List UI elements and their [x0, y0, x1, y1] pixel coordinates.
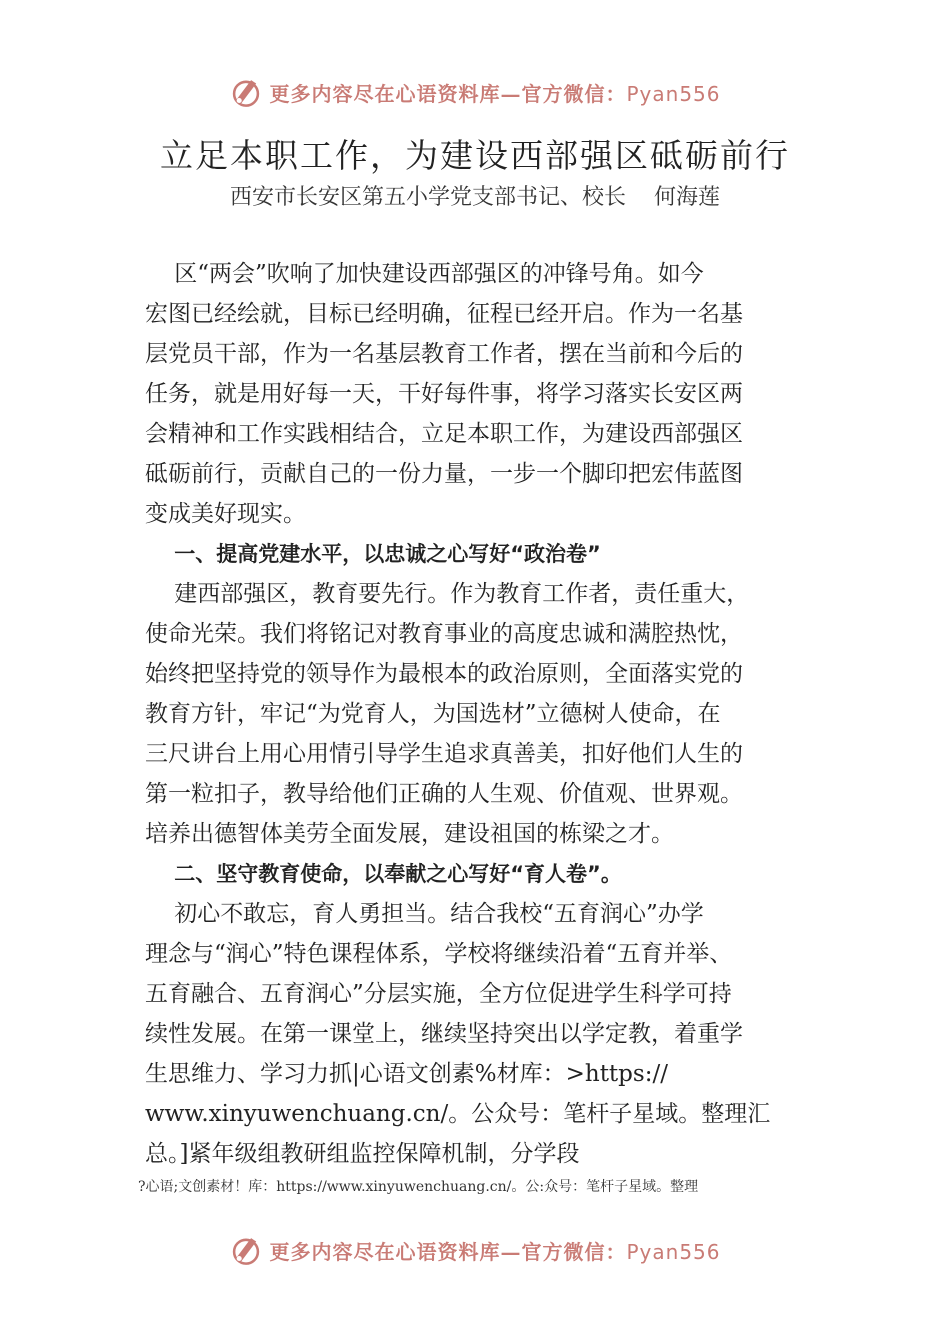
pen-nib-logo-icon — [229, 75, 263, 109]
body-line: www.xinyuwenchuang.cn/。公众号：笔杆子星域。整理汇 — [145, 1101, 771, 1127]
body-line: 生思维力、学习力抓|心语文创素%材库：>https:// — [145, 1061, 668, 1087]
wechat-id: Pyan556 — [626, 81, 721, 106]
body-line: 变成美好现实。 — [145, 501, 306, 527]
body-line: 培养出德智体美劳全面发展，建设祖国的栋梁之才。 — [145, 821, 674, 847]
section-heading: 一、提高党建水平，以忠诚之心写好“政治卷” — [145, 542, 601, 566]
body-line: 初心不敢忘，育人勇担当。结合我校“五育润心”办学 — [145, 901, 704, 927]
pen-nib-logo-icon — [229, 1233, 263, 1267]
body-line: 续性发展。在第一课堂上，继续坚持突出以学定教，着重学 — [145, 1021, 743, 1047]
banner-text: 更多内容尽在心语资料库—官方微信：Pyan556 — [269, 1239, 721, 1264]
banner-text: 更多内容尽在心语资料库—官方微信：Pyan556 — [269, 81, 721, 106]
bottom-banner — [0, 1228, 950, 1272]
section-heading: 二、坚守教育使命，以奉献之心写好“育人卷”。 — [145, 862, 622, 886]
footer-note: ?心语;文创素材！库：https://www.xinyuwenchuang.cn/。公:众号：笔杆子星域。整理 — [138, 1179, 699, 1195]
body-line: 宏图已经绘就，目标已经明确，征程已经开启。作为一名基 — [145, 301, 743, 327]
body-line: 五育融合、五育润心”分层实施，全方位促进学生科学可持 — [145, 981, 732, 1007]
body-line: 会精神和工作实践相结合，立足本职工作，为建设西部强区 — [145, 421, 743, 447]
document-title: 立足本职工作，为建设西部强区砥砺前行 — [160, 136, 790, 175]
body-line: 层党员干部，作为一名基层教育工作者，摆在当前和今后的 — [145, 341, 743, 367]
body-line: 教育方针，牢记“为党育人，为国选材”立德树人使命，在 — [145, 701, 721, 727]
body-line: 砥砺前行，贡献自己的一份力量，一步一个脚印把宏伟蓝图 — [145, 461, 743, 487]
body-line: 始终把坚持党的领导作为最根本的政治原则，全面落实党的 — [145, 661, 743, 687]
body-line: 使命光荣。我们将铭记对教育事业的高度忠诚和满腔热忱， — [145, 621, 743, 647]
body-line: 区“两会”吹响了加快建设西部强区的冲锋号角。如今 — [145, 261, 704, 287]
body-line: 三尺讲台上用心用情引导学生追求真善美，扣好他们人生的 — [145, 741, 743, 767]
wechat-id: Pyan556 — [626, 1239, 721, 1264]
body-line: 第一粒扣子，教导给他们正确的人生观、价值观、世界观。 — [145, 781, 743, 807]
document-subtitle: 西安市长安区第五小学党支部书记、校长 何海莲 — [230, 185, 720, 210]
body-line: 总。]紧年级组教研组监控保障机制，分学段 — [145, 1141, 580, 1167]
top-banner — [0, 70, 950, 114]
body-line: 任务，就是用好每一天，干好每件事，将学习落实长安区两 — [145, 381, 743, 407]
body-line: 理念与“润心”特色课程体系，学校将继续沿着“五育并举、 — [145, 941, 733, 967]
document-body — [145, 254, 815, 1174]
body-line: 建西部强区，教育要先行。作为教育工作者，责任重大， — [145, 581, 750, 607]
